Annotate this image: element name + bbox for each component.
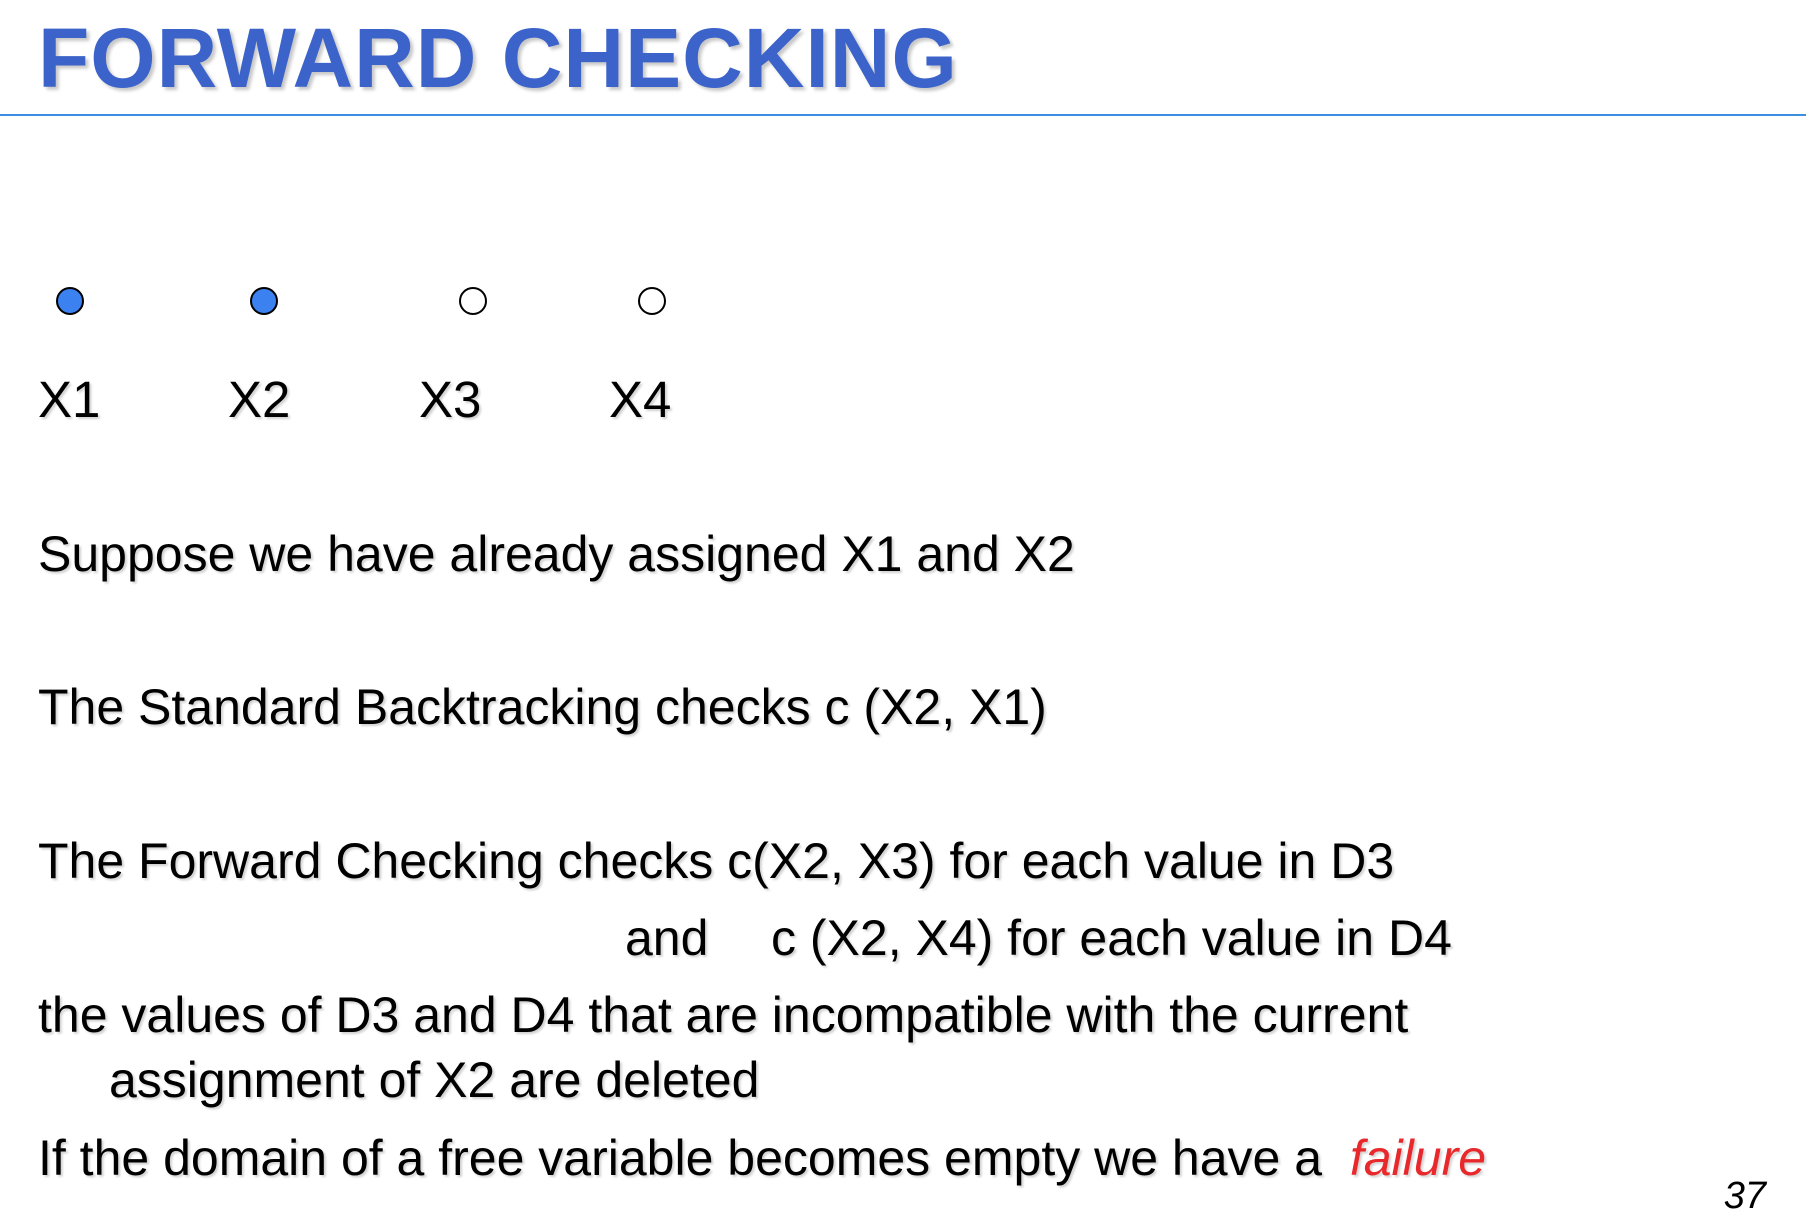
variable-node-x4 bbox=[638, 287, 666, 315]
variable-label-x2: X2 bbox=[228, 371, 291, 428]
text-values-deleted-line1: the values of D3 and D4 that are incompatible with the current bbox=[38, 987, 1409, 1043]
failure-emphasis: failure bbox=[1349, 1130, 1487, 1186]
text-standard-backtracking: The Standard Backtracking checks c (X2, X1) bbox=[38, 679, 1047, 735]
text-suppose: Suppose we have already assigned X1 and X2 bbox=[38, 526, 1075, 582]
variable-node-x2 bbox=[250, 287, 278, 315]
variable-label-x3: X3 bbox=[419, 371, 482, 428]
text-and: and bbox=[625, 910, 709, 966]
title-divider bbox=[0, 114, 1806, 116]
text-values-deleted-line2: assignment of X2 are deleted bbox=[109, 1052, 760, 1108]
text-second-check: c (X2, X4) for each value in D4 bbox=[771, 910, 1452, 966]
text-failure-prefix: If the domain of a free variable becomes empty we have a bbox=[38, 1130, 1323, 1186]
text-failure-line bbox=[38, 1131, 1486, 1186]
variable-node-x1 bbox=[56, 287, 84, 315]
variable-node-x3 bbox=[459, 287, 487, 315]
slide-title: FORWARD CHECKING bbox=[38, 11, 958, 105]
page-number: 37 bbox=[1723, 1175, 1766, 1217]
variable-label-x1: X1 bbox=[38, 371, 101, 428]
text-forward-checking: The Forward Checking checks c(X2, X3) for each value in D3 bbox=[38, 833, 1395, 889]
variable-label-x4: X4 bbox=[609, 371, 672, 428]
